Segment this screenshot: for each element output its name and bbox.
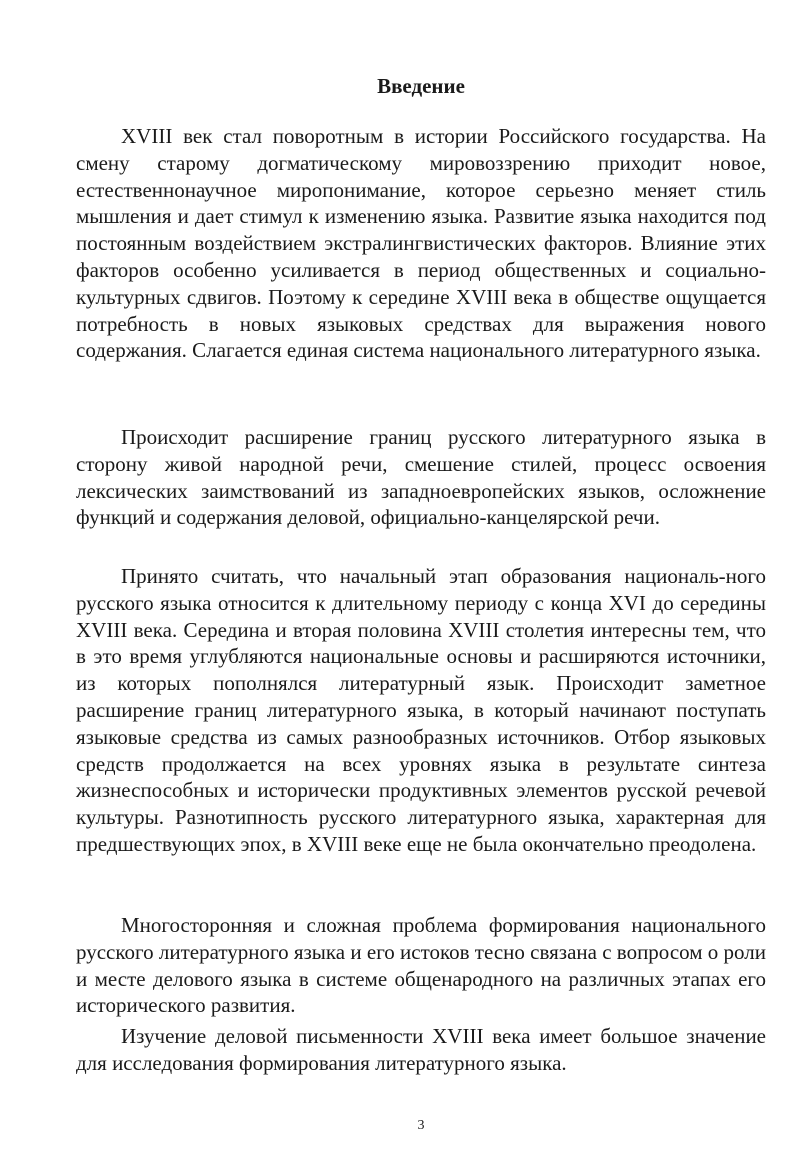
paragraph-2: Происходит расширение границ русского литературного языка в сторону живой народной речи, смешение стилей, процесс освоения лексических заимствований из западноевропейских языков, осложнение функций и содержания деловой, официально-канцелярской речи. <box>76 425 766 530</box>
paragraph-4: Многосторонняя и сложная проблема формирования национального русского литературного языка и его истоков тесно связана с вопросом о роли и месте делового языка в системе общенародного на различных этапах его исторического развития. <box>76 913 766 1018</box>
page-title: Введение <box>377 74 465 98</box>
page-number: 3 <box>417 1118 425 1133</box>
paragraph-1: XVIII век стал поворотным в истории Российского государства. На смену старому догматическому мировоззрению приходит новое, естественнонаучное миропонимание, которое серьезно меняет стиль мышления и дает стимул к изменению языка. Развитие языка находится под постоянным воздействием экстралингвистических факторов. Влияние этих факторов особенно усиливается в период общественных и социально-культурных сдвигов. Поэтому к середине XVIII века в обществе ощущается потребность в новых языковых средствах для выражения нового содержания. Слагается единая система национального литературного языка. <box>76 124 766 363</box>
paragraph-3: Принято считать, что начальный этап образования националь-ного русского языка относится к длительному периоду с конца XVI до середины XVIII века. Середина и вторая половина XVIII столетия интересны тем, что в это время углубляются национальные основы и расширяются источники, из которых пополнялся литературный язык. Происходит заметное расширение границ литературного языка, в который начинают поступать языковые средства из самых разнообразных источников. Отбор языковых средств продолжается на всех уровнях языка в результате синтеза жизнеспособных и исторически продуктивных элементов русской речевой культуры. Разнотипность русского литературного языка, характерная для предшествующих эпох, в XVIII веке еще не была окончательно преодолена. <box>76 564 766 856</box>
document-page <box>76 0 766 1156</box>
paragraph-5: Изучение деловой письменности XVIII века имеет большое значение для исследования формирования литературного языка. <box>76 1024 766 1075</box>
